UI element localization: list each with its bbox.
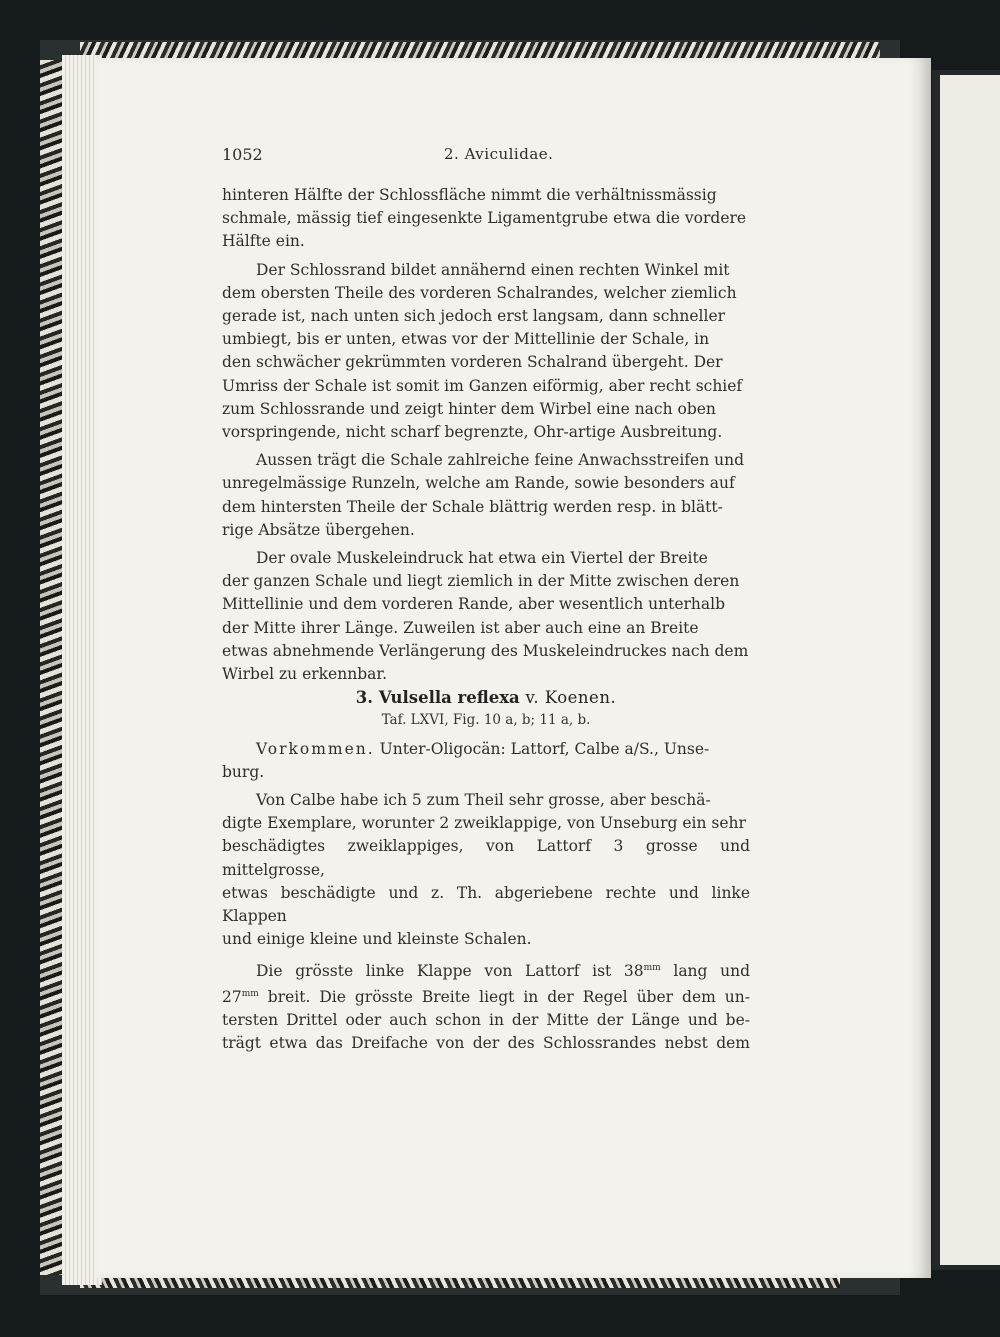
body-text — [222, 184, 750, 1056]
paragraph-muscle-scar — [222, 547, 750, 686]
page-number: 1052 — [222, 145, 263, 164]
text-line: Der ovale Muskeleindruck hat etwa ein Viertel der Breite — [256, 549, 708, 568]
text-line: tersten Drittel oder auch schon in der Mitte der Länge und be- — [222, 1011, 750, 1030]
text-line: etwas abnehmende Verlängerung des Muskeleindruckes nach dem — [222, 641, 749, 660]
text-line: Von Calbe habe ich 5 zum Theil sehr grosse, aber beschä- — [256, 791, 711, 810]
text-line: rige Absätze übergehen. — [222, 520, 415, 539]
text-fragment: Die grösste linke Klappe von Lattorf ist 38 — [256, 961, 644, 980]
text-fragment: breit. Die grösste Breite liegt in der Regel über dem un- — [267, 988, 750, 1007]
text-line: umbiegt, bis er unten, etwas vor der Mittellinie der Schale, in — [222, 330, 710, 349]
text-line: Umriss der Schale ist somit im Ganzen eiförmig, aber recht schief — [222, 376, 743, 395]
text-line: hinteren Hälfte der Schlossfläche nimmt die verhältnissmässig — [222, 186, 717, 204]
gutter-shadow — [909, 58, 931, 1278]
paragraph-occurrence — [222, 738, 750, 784]
section-title: 2. Aviculidae. — [444, 145, 554, 163]
unit-superscript: mm — [241, 988, 259, 999]
text-line: Der Schlossrand bildet annähernd einen rechten Winkel mit — [256, 260, 730, 279]
text-line — [222, 957, 750, 983]
text-line: der Mitte ihrer Länge. Zuweilen ist aber auch eine an Breite — [222, 618, 699, 637]
text-line: trägt etwa das Dreifache von der des Schlossrandes nebst dem — [222, 1034, 750, 1053]
text-line: Wirbel zu erkennbar. — [222, 665, 387, 684]
text-line — [222, 738, 750, 761]
text-line: burg. — [222, 762, 265, 781]
text-line: beschädigtes zweiklappiges, von Lattorf 3 grosse und mittelgrosse, — [222, 837, 750, 879]
text-line: unregelmässige Runzeln, welche am Rande, sowie besonders auf — [222, 474, 735, 493]
text-line: den schwächer gekrümmten vorderen Schalrand übergeht. Der — [222, 353, 723, 372]
text-fragment: lang und — [673, 961, 750, 980]
species-title: 3. Vulsella reflexa — [355, 688, 520, 708]
text-fragment: 27 — [222, 988, 242, 1007]
facing-page-edge — [940, 75, 1000, 1265]
paragraph-hinge-margin — [222, 259, 750, 445]
species-heading — [222, 686, 750, 709]
text-line: Aussen trägt die Schale zahlreiche feine Anwachsstreifen und — [256, 451, 745, 470]
occurrence-label: Vorkommen. — [256, 739, 375, 758]
text-line: der ganzen Schale und liegt ziemlich in der Mitte zwischen deren — [222, 572, 740, 591]
text-line: zum Schlossrande und zeigt hinter dem Wirbel eine nach oben — [222, 399, 716, 418]
occurrence-text: Unter-Oligocän: Lattorf, Calbe a/S., Unse- — [379, 739, 710, 758]
text-line: digte Exemplare, worunter 2 zweiklappige, von Unseburg ein sehr — [222, 814, 746, 833]
plate-reference: Taf. LXVI, Fig. 10 a, b; 11 a, b. — [381, 712, 591, 729]
page-stack-edges — [62, 55, 102, 1285]
species-author: v. Koenen. — [525, 688, 617, 708]
text-line: Mittellinie und dem vorderen Rande, aber wesentlich unterhalb — [222, 595, 726, 614]
running-head — [222, 145, 755, 167]
text-line — [222, 983, 750, 1009]
paragraph-material — [222, 789, 750, 951]
text-line: Hälfte ein. — [222, 232, 305, 251]
paragraph-sculpture — [222, 449, 750, 542]
text-line: etwas beschädigte und z. Th. abgeriebene rechte und linke Klappen — [222, 883, 750, 926]
paragraph-dimensions — [222, 957, 750, 1056]
text-line: dem obersten Theile des vorderen Schalrandes, welcher ziemlich — [222, 283, 737, 302]
unit-superscript: mm — [643, 962, 661, 973]
paragraph-continuation — [222, 184, 750, 254]
text-line: vorspringende, nicht scharf begrenzte, Ohr-artige Ausbreitung. — [222, 423, 723, 442]
text-line: gerade ist, nach unten sich jedoch erst langsam, dann schneller — [222, 307, 726, 326]
text-line: schmale, mässig tief eingesenkte Ligamentgrube etwa die vordere — [222, 209, 747, 228]
text-line: und einige kleine und kleinste Schalen. — [222, 930, 532, 949]
text-line: dem hintersten Theile der Schale blättrig werden resp. in blätt- — [222, 497, 723, 516]
